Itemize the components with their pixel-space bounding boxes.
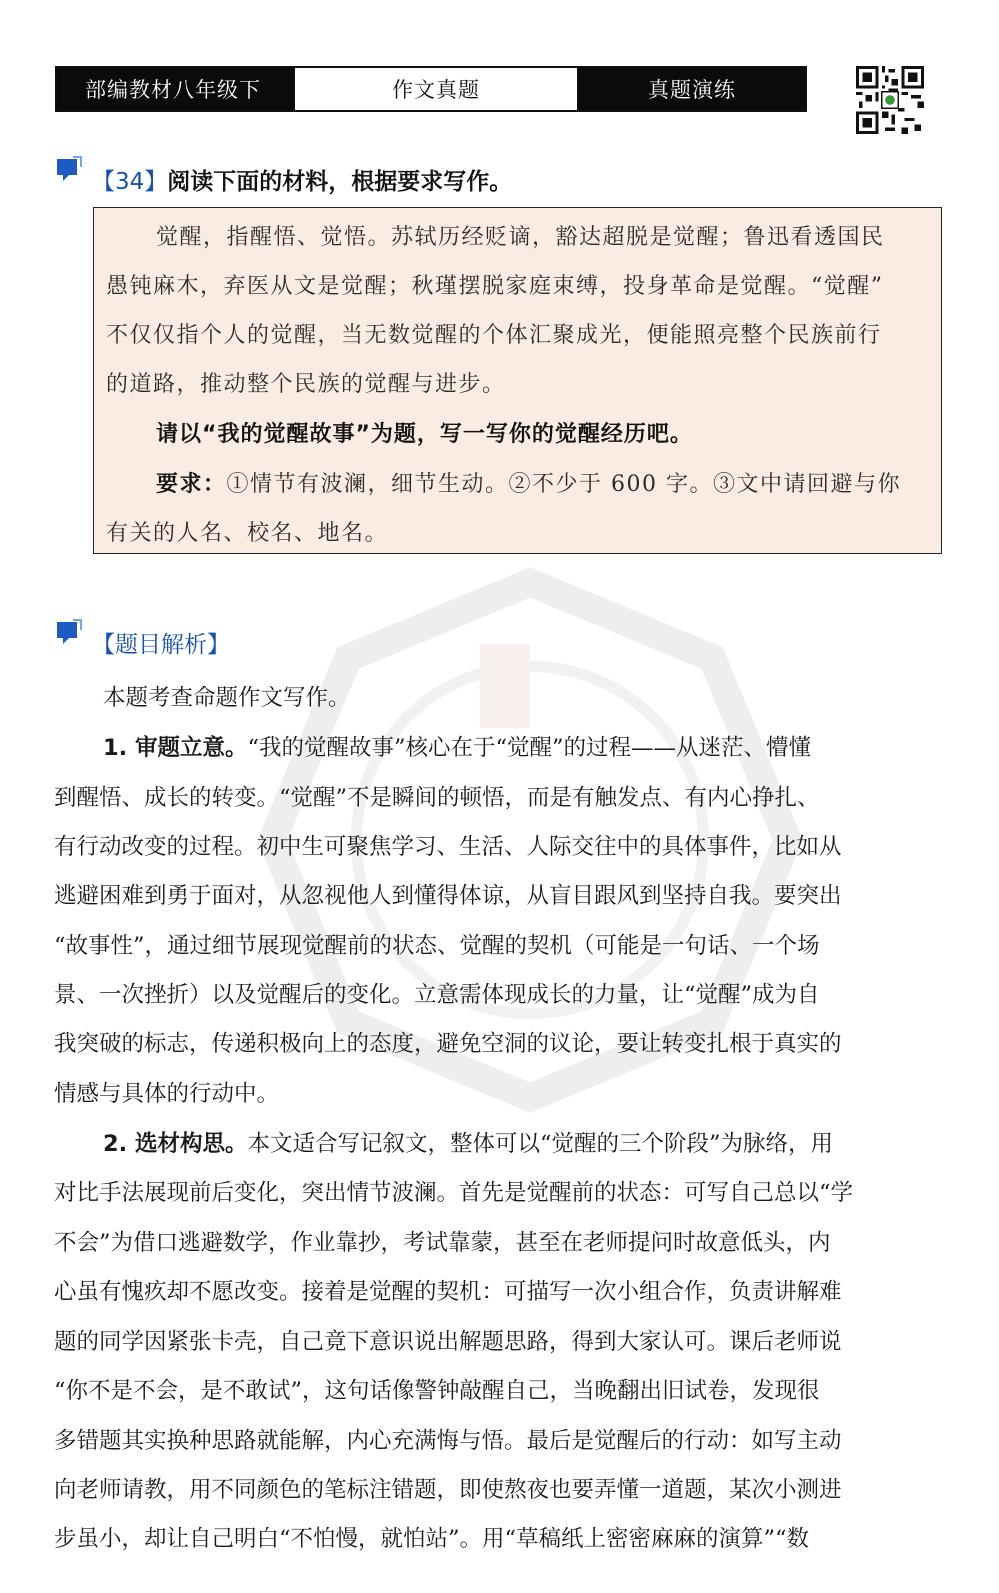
tab-practice: 真题演练 bbox=[579, 68, 805, 110]
material-line: 愚钝麻木，弃医从文是觉醒；秋瑾摆脱家庭束缚，投身革命是觉醒。“觉醒” bbox=[106, 274, 884, 299]
material-line: 的道路，推动整个民族的觉醒与进步。 bbox=[106, 372, 506, 397]
paragraph-2-text: 本文适合写记叙文，整体可以“觉醒的三个阶段”为脉络，用 bbox=[247, 1131, 834, 1157]
requirement-line bbox=[156, 467, 901, 498]
paragraph-line: 情感与具体的行动中。 bbox=[54, 1081, 280, 1107]
header-tab-bar bbox=[55, 66, 807, 112]
material-line: 不仅仅指个人的觉醒，当无数觉醒的个体汇聚成光，便能照亮整个民族前行 bbox=[106, 323, 882, 348]
paragraph-line: “故事性”，通过细节展现觉醒前的状态、觉醒的契机（可能是一句话、一个场 bbox=[54, 933, 820, 959]
question-prompt: 阅读下面的材料，根据要求写作。 bbox=[167, 169, 513, 195]
paragraph-line: “你不是不会，是不敢试”，这句话像警钟敲醒自己，当晚翻出旧试卷，发现很 bbox=[54, 1378, 820, 1404]
paragraph-line: 题的同学因紧张卡壳，自己竟下意识说出解题思路，得到大家认可。课后老师说 bbox=[54, 1329, 842, 1355]
material-box bbox=[93, 207, 942, 554]
bookmark-marker-icon bbox=[55, 618, 83, 646]
requirement-text: ①情节有波澜，细节生动。②不少于 600 字。③文中请回避与你 bbox=[226, 472, 901, 497]
analysis-heading: 【题目解析】 bbox=[92, 632, 230, 658]
analysis-intro: 本题考查命题作文写作。 bbox=[103, 685, 351, 711]
question-heading bbox=[92, 163, 512, 196]
paragraph-1-text: “我的觉醒故事”核心在于“觉醒”的过程——从迷茫、懵懂 bbox=[247, 735, 812, 761]
tab-grade: 部编教材八年级下 bbox=[57, 68, 293, 110]
paragraph-line: 多错题其实换种思路就能解，内心充满悔与悟。最后是觉醒后的行动：如写主动 bbox=[54, 1428, 842, 1454]
paragraph-line: 景、一次挫折）以及觉醒后的变化。立意需体现成长的力量，让“觉醒”成为自 bbox=[54, 982, 820, 1008]
requirement-line-2: 有关的人名、校名、地名。 bbox=[106, 521, 389, 546]
tab-essay-questions: 作文真题 bbox=[293, 68, 579, 110]
paragraph-line: 到醒悟、成长的转变。“觉醒”不是瞬间的顿悟，而是有触发点、有内心挣扎、 bbox=[54, 785, 820, 811]
paragraph-1-lead: 1. 审题立意。 bbox=[103, 735, 248, 761]
qr-code-icon bbox=[856, 66, 924, 134]
paragraph-line: 我突破的标志，传递积极向上的态度，避免空洞的议论，要让转变扎根于真实的 bbox=[54, 1031, 842, 1057]
paragraph-line: 心虽有愧疚却不愿改变。接着是觉醒的契机：可描写一次小组合作，负责讲解难 bbox=[54, 1279, 842, 1305]
material-line: 觉醒，指醒悟、觉悟。苏轼历经贬谪，豁达超脱是觉醒；鲁迅看透国民 bbox=[156, 225, 885, 250]
question-number: 【34】 bbox=[92, 169, 168, 195]
paragraph-line: 向老师请教，用不同颜色的笔标注错题，即使熬夜也要弄懂一道题，某次小测进 bbox=[54, 1477, 842, 1503]
paragraph-line: 逃避困难到勇于面对，从忽视他人到懂得体谅，从盲目跟风到坚持自我。要突出 bbox=[54, 883, 842, 909]
paragraph-2-lead: 2. 选材构思。 bbox=[103, 1131, 248, 1157]
paragraph-line: 步虽小，却让自己明白“不怕慢，就怕站”。用“草稿纸上密密麻麻的演算”“数 bbox=[54, 1526, 810, 1552]
paragraph-2-first-line bbox=[103, 1126, 833, 1158]
writing-task: 请以“我的觉醒故事”为题，写一写你的觉醒经历吧。 bbox=[156, 422, 693, 447]
bookmark-marker-icon bbox=[55, 155, 83, 183]
paragraph-line: 对比手法展现前后变化，突出情节波澜。首先是觉醒前的状态：可写自己总以“学 bbox=[54, 1180, 854, 1206]
paragraph-line: 不会”为借口逃避数学，作业靠抄，考试靠蒙，甚至在老师提问时故意低头，内 bbox=[54, 1230, 831, 1256]
paragraph-line: 有行动改变的过程。初中生可聚焦学习、生活、人际交往中的具体事件，比如从 bbox=[54, 834, 842, 860]
requirement-label: 要求： bbox=[156, 472, 227, 497]
paragraph-1-first-line bbox=[103, 730, 811, 762]
